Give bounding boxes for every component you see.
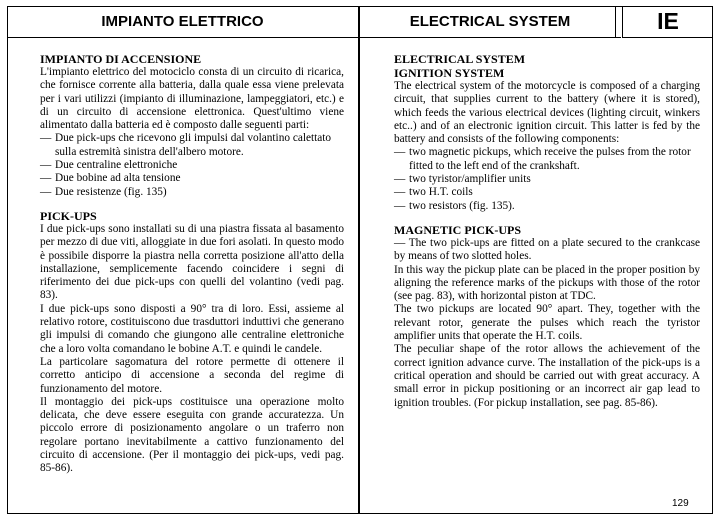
paragraph: The two pickups are located 90° apart. They, together with the relevant rotor, generate the pulses which reach the tyristor amplifier units that operate the H.T. coils. xyxy=(394,303,700,343)
heading-pickups-it: PICK-UPS xyxy=(40,208,97,223)
paragraph: L'impianto elettrico del motociclo consta di un circuito di ricarica, che fornisce corrente alla batteria, dalla quale essa viene prelevata per i vari utilizzi (impianto di illuminazione, lampeggiatori, etc.) e di un circuito di accensione elettronica. Quest'ultimo viene alimentato dalla batteria ed è composto dalle seguenti parti: xyxy=(40,66,344,132)
list-item: — two tyristor/amplifier units xyxy=(394,173,700,186)
heading-ignition-en: IGNITION SYSTEM xyxy=(394,66,505,80)
heading-electrical-system-en: ELECTRICAL SYSTEM xyxy=(394,52,526,66)
heading-ignition-it: IMPIANTO DI ACCENSIONE xyxy=(40,52,202,66)
list-item: — Due bobine ad alta tensione xyxy=(40,172,344,185)
list-item: — two magnetic pickups, which receive the pulses from the rotor fitted to the left end of the crankshaft. xyxy=(394,146,700,173)
list-item: — Due centraline elettroniche xyxy=(40,159,344,172)
paragraph: The peculiar shape of the rotor allows the achievement of the correct ignition advance curve. The installation of the pick-ups is a critical operation and should be carried out with great accuracy. A small error in pickup positioning or an incorrect air gap lead to ignition troubles. (For pickup installation, see pag. 85-86). xyxy=(394,343,700,409)
list-item: — Due resistenze (fig. 135) xyxy=(40,186,344,199)
heading-pickups-en: MAGNETIC PICK-UPS xyxy=(394,222,522,237)
header-separator xyxy=(615,6,622,38)
list-item: — two H.T. coils xyxy=(394,186,700,199)
components-list-en xyxy=(394,146,700,212)
paragraph: The electrical system of the motorcycle is composed of a charging circuit, that supplies current to the battery (where it is stored), which feeds the various electrical devices (lighting circuit, winkers etc..) and of an electronic ignition circuit. This latter is fed by the battery and consists of the following components: xyxy=(394,80,700,146)
list-item: — two resistors (fig. 135). xyxy=(394,200,700,213)
paragraph: In this way the pickup plate can be placed in the proper position by aligning the reference marks of the pickups with those of the rotor (see pag. 83), with horizontal piston at TDC. xyxy=(394,263,700,303)
english-column xyxy=(394,52,700,410)
paragraph: Il montaggio dei pick-ups costituisce una operazione molto delicata, che deve essere eseguita con grande accuratezza. Un piccolo errore di posizionamento angolare o un traferro non regolare portano inevitabilmente a cattivo funzionamento del circuito di accensione. (Per il montaggio dei pick-ups, vedi pag. 85-86). xyxy=(40,395,344,475)
list-item: — Due pick-ups che ricevono gli impulsi dal volantino calettato sulla estremità sinistra dell'albero motore. xyxy=(40,132,344,159)
page-number: 129 xyxy=(672,498,689,509)
components-list-it xyxy=(40,132,344,198)
paragraph: I due pick-ups sono installati su di una piastra fissata al basamento per mezzo di due viti, alloggiate in due fori asolati. In questo modo è possibile disporre la piastra nella corretta posizione all'atto della installazione, semplicemente facendo coincidere i segni di riferimento dei due pick-ups con quelli del volantino (vedi pag. 83). xyxy=(40,222,344,302)
paragraph: La particolare sagomatura del rotore permette di ottenere il corretto anticipo di accensione a seconda del regime di funzionamento del motore. xyxy=(40,355,344,395)
section-code-badge: IE xyxy=(622,6,713,38)
header-right-title: ELECTRICAL SYSTEM xyxy=(359,6,621,38)
paragraph: I due pick-ups sono disposti a 90° tra di loro. Essi, assieme al relativo rotore, costituiscono due trasduttori induttivi che generano gli impulsi di comando che giungono alle centraline elettroniche che a loro volta comandano le bobine A.T. e quindi le candele. xyxy=(40,302,344,355)
paragraph: — The two pick-ups are fitted on a plate secured to the crankcase by means of two slotted holes. xyxy=(394,236,700,263)
italian-column xyxy=(40,52,344,476)
column-divider xyxy=(358,6,360,514)
header-left-title: IMPIANTO ELETTRICO xyxy=(7,6,358,38)
